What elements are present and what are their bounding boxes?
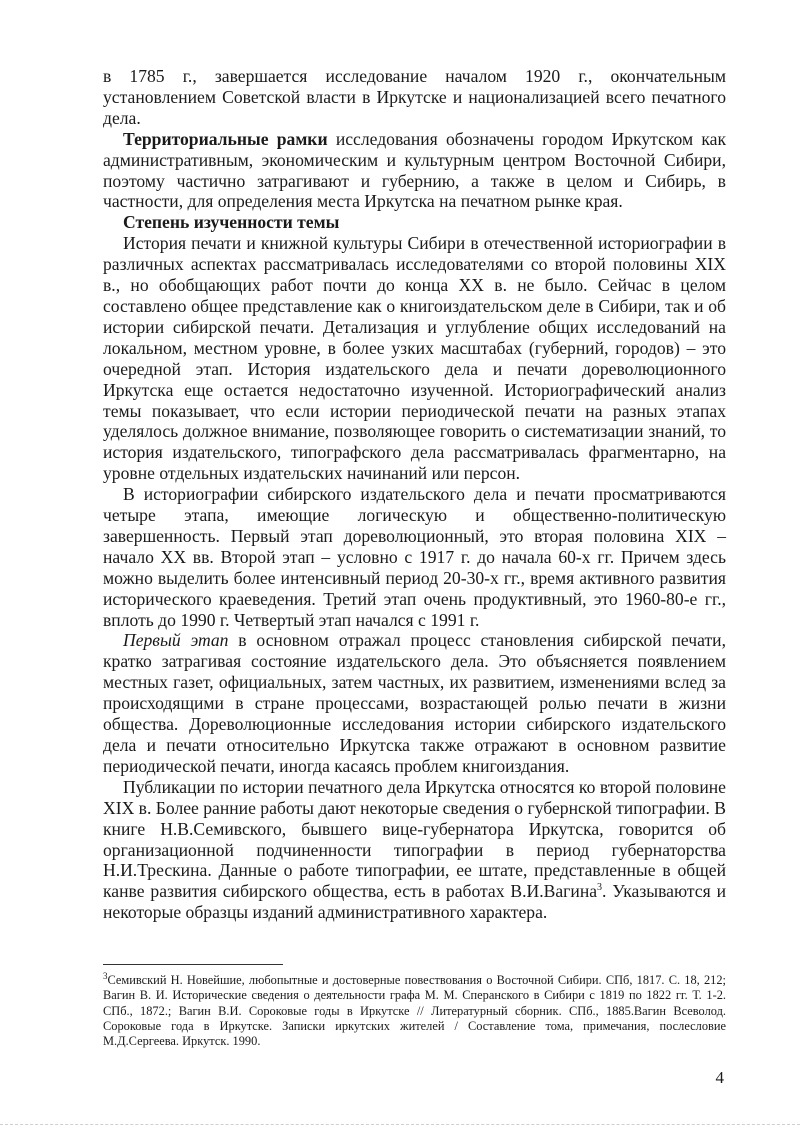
paragraph — [103, 777, 726, 923]
paragraph-text: В историографии сибирского издательского дела и печати просматриваются четыре этапа, имеющие логическую и общественно-политическую завершенность. Первый этап дореволюционный, это вторая половина XIX – начало XX вв. Второй этап – условно с 1917 г. до начала 60-х гг. Причем здесь можно выделить более интенсивный период 20-30-х гг., время активного развития исторического краеведения. Третий этап очень продуктивный, это 1960-80-е гг., вплоть до 1990 г. Четвертый этап начался с 1991 г. — [103, 484, 726, 630]
territorial-scope-term: Территориальные рамки — [123, 128, 328, 149]
paragraph — [103, 66, 726, 129]
page-edge-divider — [0, 1124, 800, 1125]
footnote-separator — [103, 964, 283, 965]
paragraph — [103, 233, 726, 484]
paragraph — [103, 129, 726, 213]
body-text — [103, 66, 726, 923]
paragraph — [103, 484, 726, 630]
paragraph-text: исследования обозначены городом Иркутском как административным, экономическим и культурным центром Восточной Сибири, поэтому частично затрагивают и губернию, а также в целом и Сибирь, в частности, для определения места Иркутска на печатном рынке края. — [103, 128, 726, 212]
paragraph-text: в основном отражал процесс становления сибирской печати, кратко затрагивая состояние издательского дела. Это объясняется появлением местных газет, официальных, затем частных, их развитием, изменениями вслед за происходящими в стране процессами, возрастающей ролью печати в жизни общества. Дореволюционные исследования истории сибирского издательского дела и печати относительно Иркутска также отражают в основном развитие периодической печати, иногда касаясь проблем книгоиздания. — [103, 630, 726, 776]
section-heading: Степень изученности темы — [123, 212, 340, 233]
first-stage-term: Первый этап — [123, 630, 229, 651]
paragraph — [103, 630, 726, 776]
footnote — [103, 970, 726, 1049]
paragraph-text: в 1785 г., завершается исследование началом 1920 г., окончательным установлением Советской власти в Иркутске и национализацией всего печатного дела. — [103, 66, 726, 128]
footnote-reference[interactable]: 3 — [597, 882, 603, 894]
paragraph-text: . Указываются и некоторые образцы изданий административного характера. — [103, 881, 726, 923]
page-number: 4 — [715, 1068, 724, 1087]
footnote-text: Семивский Н. Новейшие, любопытные и достоверные повествования о Восточной Сибири. СПб, 1817. С. 18, 212; Вагин В. И. Исторические сведения о деятельности графа М. М. Сперанского в Сибири с 1819 по 1822 гг. Т. 1-2. СПб., 1872.; Вагин В.И. Сороковые годы в Иркутске // Литературный сборник. СПб., 1885.Вагин Всеволод. Сороковые года в Иркутске. Записки иркутских жителей / Составление тома, примечания, послесловие М.Д.Сергеева. Иркутск. 1990. — [103, 973, 726, 1049]
footnote-number: 3 — [103, 970, 108, 981]
paragraph-text: Публикации по истории печатного дела Иркутска относятся ко второй половине XIX в. Более ранние работы дают некоторые сведения о губернской типографии. В книге Н.В.Семивского, бывшего вице-губернатора Иркутска, говорится об организационной подчиненности типографии в период губернаторства Н.И.Трескина. Данные о работе типографии, ее штате, представленные в общей канве развития сибирского общества, есть в работах В.И.Вагина — [103, 776, 726, 902]
paragraph-text: История печати и книжной культуры Сибири в отечественной историографии в различных аспектах рассматривалась исследователями со второй половины XIX в., но обобщающих работ почти до конца XX в. не было. Сейчас в целом составлено общее представление как о книгоиздательском деле в Сибири, так и об истории сибирской печати. Детализация и углубление общих исследований на локальном, местном уровне, в более узких масштабах (губерний, городов) – это очередной этап. История издательского дела и печати дореволюционного Иркутска еще остается недостаточно изученной. Историографический анализ темы показывает, что если истории периодической печати на разных этапах уделялось должное внимание, позволяющее говорить о систематизации знаний, то история издательского, типографского дела рассматривалась фрагментарно, на уровне отдельных издательских начинаний или персон. — [103, 233, 726, 484]
